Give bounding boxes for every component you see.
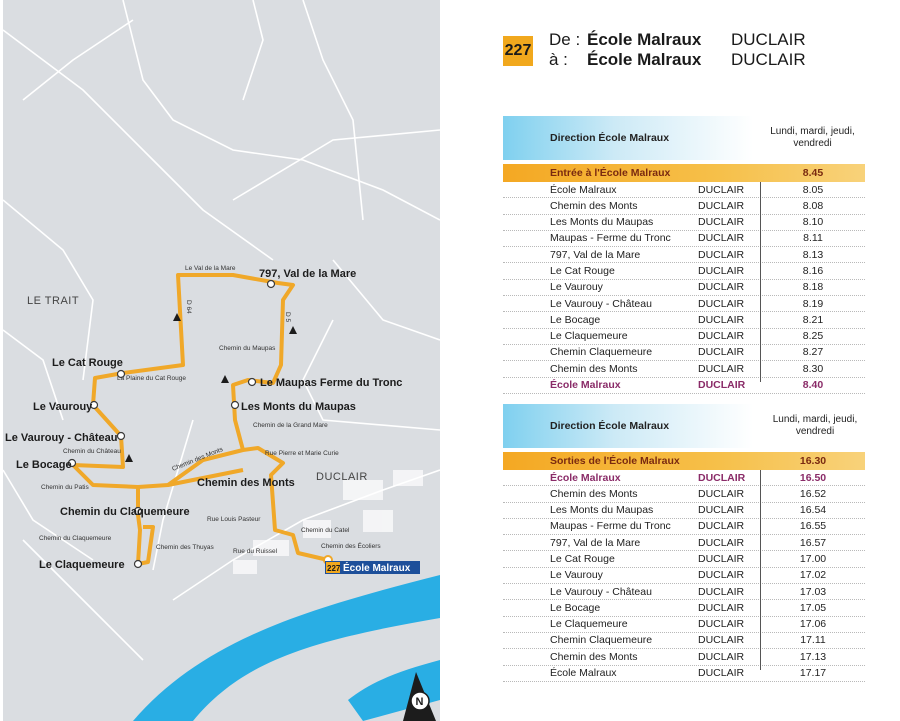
departure-time: 16.57 [799,536,827,549]
morning-timetable [503,116,865,394]
table-row [503,535,865,551]
town-name: DUCLAIR [698,362,745,375]
stop-name: 797, Val de la Mare [550,536,641,549]
table-row [503,247,865,263]
stop-name: Chemin Claquemeure [550,346,653,359]
stop-name: Maupas - Ferme du Tronc [550,232,671,245]
route-map [3,0,440,721]
town-name: DUCLAIR [698,264,745,277]
street-label: Chemin du Claquemeure [39,535,112,542]
town-name: DUCLAIR [698,232,745,245]
town-name: DUCLAIR [698,487,745,500]
stop-name: Chemin des Monts [550,650,638,663]
departure-time: 8.05 [802,183,824,196]
stop-name: Chemin Claquemeure [550,634,653,647]
street-label: Chemin des Écoliers [321,543,381,550]
stop-label: Les Monts du Maupas [241,401,356,413]
street-label: Chemin du Maupas [219,345,276,352]
town-name: DUCLAIR [698,552,745,565]
town-name: DUCLAIR [698,183,745,196]
to-stop: École Malraux [587,50,702,69]
departure-time: 8.10 [802,216,824,229]
highlight-row [503,452,865,470]
stop-name: École Malraux [550,183,617,196]
town-label: DUCLAIR [316,471,368,483]
town-name: DUCLAIR [698,585,745,598]
stop-name: Le Vaurouy - Château [550,585,652,598]
stop-label: Chemin du Claquemeure [60,506,190,518]
street-label: D 64 [185,300,192,314]
street-label: Chemin des Monts [171,446,225,473]
stop-name: Les Monts du Maupas [550,216,654,229]
town-label: LE TRAIT [27,295,80,307]
street-label: Chemin du Patis [41,484,89,491]
departure-time: 17.00 [799,552,827,565]
stop-name: Chemin des Monts [550,362,638,375]
highlight-time: 16.30 [799,455,827,467]
table-row [503,345,865,361]
table-row [503,280,865,296]
stop-label: Chemin des Monts [197,477,295,489]
stop-name: Le Vaurouy [550,569,603,582]
from-stop: École Malraux [587,30,702,49]
table-row [503,470,865,486]
timetable-rows [503,182,865,394]
table-row [503,231,865,247]
highlight-label: Entrée à l'École Malraux [550,167,671,179]
table-row [503,296,865,312]
departure-time: 8.13 [802,248,824,261]
stop-name: École Malraux [550,379,621,392]
terminus-label: École Malraux [343,563,411,574]
to-prefix: à : [549,50,568,69]
street-label: La Plaine du Cat Rouge [117,375,187,382]
departure-time: 17.05 [799,601,827,614]
highlight-row [503,164,865,182]
stop-name: Chemin des Monts [550,199,638,212]
arrow-down-icon [125,454,133,462]
stop-name: Les Monts du Maupas [550,504,654,517]
route-number-badge: 227 [503,36,533,66]
stop-name: Le Bocage [550,601,601,614]
stop-name: École Malraux [550,471,621,484]
town-name: DUCLAIR [698,634,745,647]
afternoon-timetable [503,404,865,682]
stop-label: Le Claquemeure [39,559,125,571]
table-row [503,666,865,682]
table-row [503,503,865,519]
table-row [503,378,865,394]
departure-time: 17.06 [799,618,827,631]
route-header [503,30,883,80]
departure-time: 16.54 [799,504,827,517]
table-row [503,600,865,616]
departure-time: 8.19 [802,297,824,310]
table-row [503,519,865,535]
direction-label: Direction École Malraux [503,404,753,448]
stop-name: Maupas - Ferme du Tronc [550,520,671,533]
stop-label: Le Cat Rouge [52,357,123,369]
stop-name: Le Cat Rouge [550,264,615,277]
departure-time: 8.30 [802,362,824,375]
stop-name: Le Vaurouy - Château [550,297,652,310]
terminus-route-number: 227 [327,564,341,573]
town-name: DUCLAIR [698,569,745,582]
town-name: DUCLAIR [698,330,745,343]
column-divider [760,182,761,382]
street-label: Rue Louis Pasteur [207,516,261,523]
stop-label: Le Maupas Ferme du Tronc [260,377,403,389]
departure-time: 8.18 [802,281,824,294]
town-name: DUCLAIR [698,667,745,680]
town-name: DUCLAIR [698,471,746,484]
service-days: Lundi, mardi, jeudi, vendredi [772,414,858,437]
departure-time: 17.03 [799,585,827,598]
timetable-rows [503,470,865,682]
table-row [503,215,865,231]
stop-name: 797, Val de la Mare [550,248,641,261]
town-name: DUCLAIR [698,346,745,359]
table-row [503,617,865,633]
table-row [503,551,865,567]
stop-name: Le Bocage [550,313,601,326]
town-name: DUCLAIR [698,216,745,229]
table-row [503,361,865,377]
town-name: DUCLAIR [698,248,745,261]
departure-time: 8.25 [802,330,824,343]
highlight-label: Sorties de l'École Malraux [550,455,680,467]
service-days: Lundi, mardi, jeudi, vendredi [770,126,855,149]
table-row [503,263,865,279]
street-label: Rue Pierre et Marie Curie [265,450,339,457]
stop-name: Le Cat Rouge [550,552,615,565]
town-name: DUCLAIR [698,313,745,326]
departure-time: 17.17 [799,667,827,680]
to-town: DUCLAIR [731,50,806,69]
stop-name: Le Vaurouy [550,281,603,294]
column-divider [760,470,761,670]
map-canvas [3,0,440,721]
timetable-header [503,116,865,160]
departure-time: 8.16 [802,264,824,277]
from-town: DUCLAIR [731,30,806,49]
table-row [503,568,865,584]
terminus-badge [325,561,420,574]
town-name: DUCLAIR [698,520,745,533]
table-row [503,182,865,198]
stop-name: École Malraux [550,667,617,680]
timetable-header [503,404,865,448]
street-label: Chemin du Château [63,448,121,455]
compass-letter: N [415,696,424,708]
town-name: DUCLAIR [698,281,745,294]
town-name: DUCLAIR [698,379,746,392]
arrow-up-icon [289,326,297,334]
departure-time: 8.11 [803,232,823,245]
town-name: DUCLAIR [698,601,745,614]
departure-time: 16.52 [799,487,827,500]
direction-label: Direction École Malraux [503,116,753,160]
street-label: D 5 [284,312,291,323]
street-label: Rue du Ruissel [233,548,278,555]
stop-label: Le Bocage [16,459,72,471]
departure-time: 17.13 [799,650,827,663]
stop-name: Le Claquemeure [550,330,628,343]
street-label: Chemin des Thuyas [156,544,214,551]
table-row [503,649,865,665]
town-name: DUCLAIR [698,650,745,663]
departure-time: 16.50 [799,471,827,484]
table-row [503,633,865,649]
street-label: Chemin du Catel [301,527,350,534]
town-name: DUCLAIR [698,618,745,631]
table-row [503,312,865,328]
from-prefix: De : [549,30,581,49]
street-label: Chemin de la Grand Mare [253,422,328,429]
street-label: Le Val de la Mare [185,265,236,272]
departure-time: 8.08 [802,199,824,212]
highlight-time: 8.45 [802,167,824,179]
town-name: DUCLAIR [698,297,745,310]
stop-label: 797, Val de la Mare [259,268,357,280]
table-row [503,486,865,502]
town-name: DUCLAIR [698,536,745,549]
arrow-up-icon [221,375,229,383]
table-row [503,584,865,600]
town-name: DUCLAIR [698,199,745,212]
table-row [503,198,865,214]
departure-time: 16.55 [799,520,827,533]
stop-name: Le Claquemeure [550,618,628,631]
stop-name: Chemin des Monts [550,487,638,500]
departure-time: 8.27 [802,346,824,359]
stop-label: Le Vaurouy [33,401,93,413]
town-name: DUCLAIR [698,504,745,517]
departure-time: 8.40 [802,379,824,392]
departure-time: 8.21 [802,313,824,326]
stop-label: Le Vaurouy - Château [5,432,118,444]
table-row [503,329,865,345]
departure-time: 17.02 [799,569,827,582]
departure-time: 17.11 [800,634,826,647]
